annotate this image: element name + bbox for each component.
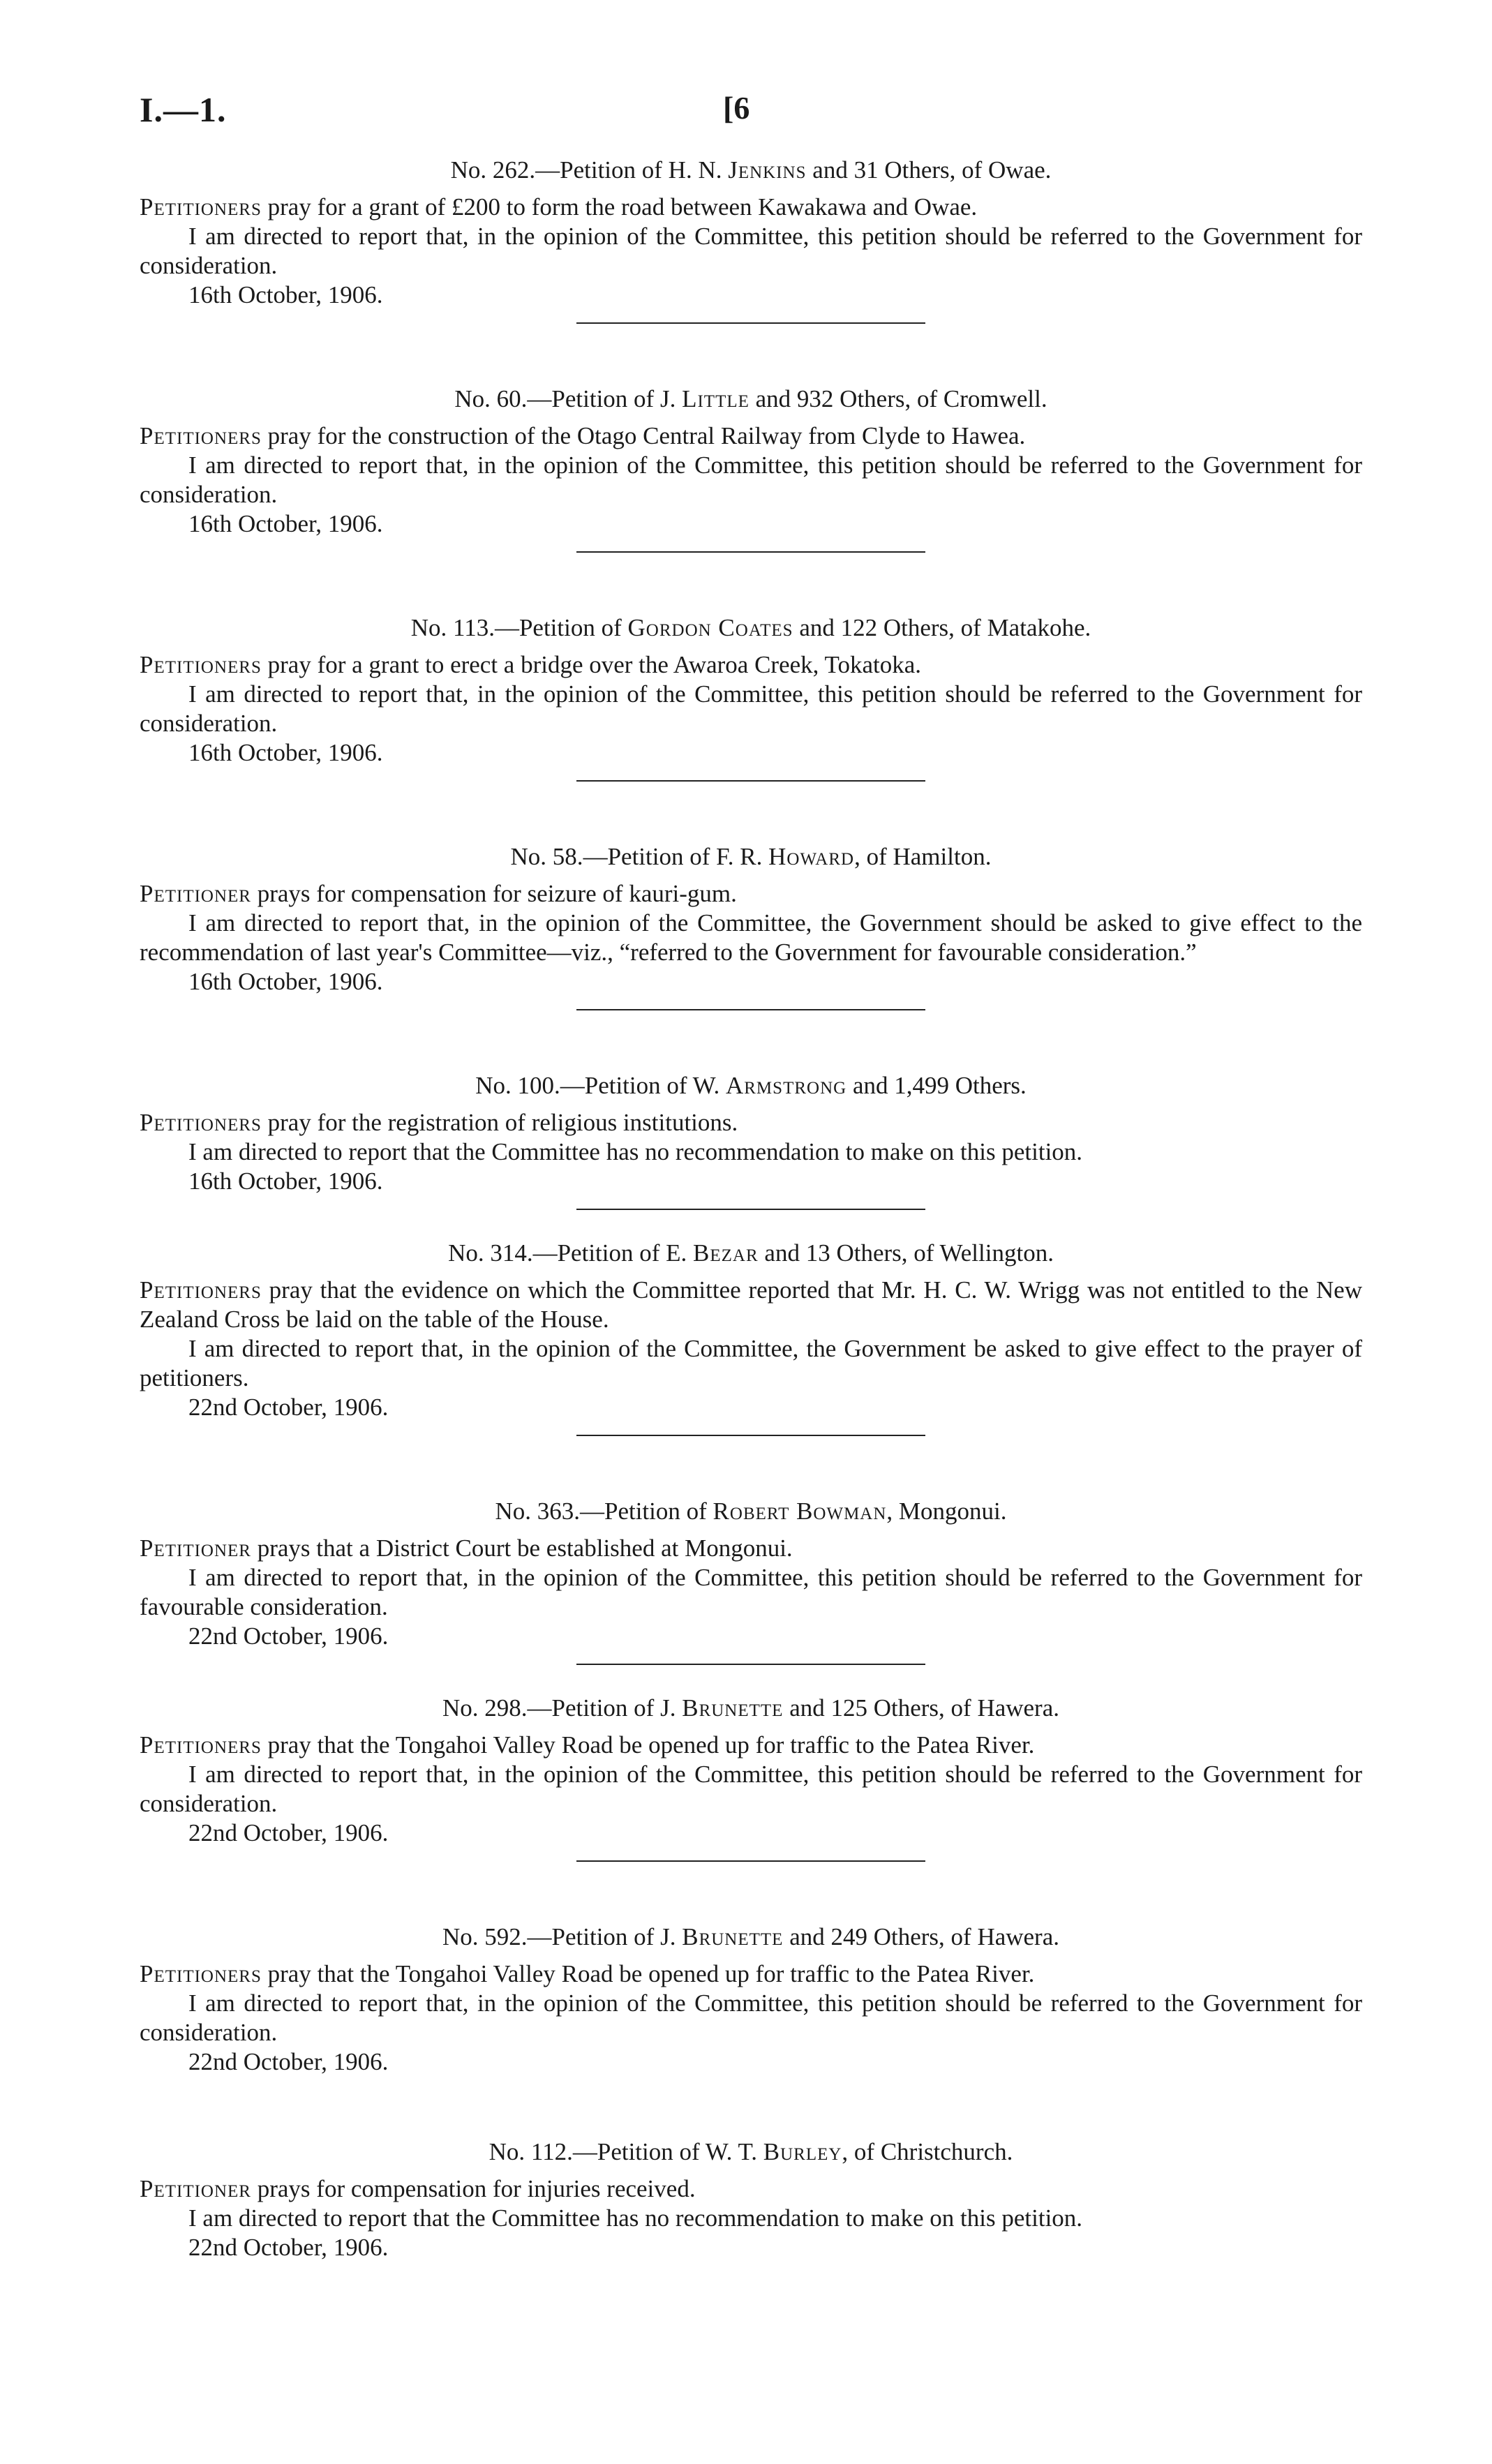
prayer-text: prays that a District Court be established at Mongonui. xyxy=(251,1535,793,1562)
petitioner-name: Howard xyxy=(768,843,855,870)
petitioner-lead: Petitioners xyxy=(140,651,262,678)
petition-entry xyxy=(140,1922,1362,2077)
petition-title xyxy=(140,1922,1362,1952)
report-date: 16th October, 1906. xyxy=(188,1167,383,1195)
petition-entry xyxy=(140,155,1362,324)
petition-prayer xyxy=(140,650,1362,680)
petition-prayer xyxy=(140,1276,1362,1334)
petition-title-text: —Petition of J. xyxy=(527,1923,682,1950)
prayer-text: pray that the Tongahoi Valley Road be opened up for traffic to the Patea River. xyxy=(261,1731,1035,1759)
petitioner-lead: Petitioners xyxy=(140,1960,262,1987)
petitioner-lead: Petitioners xyxy=(140,1109,262,1136)
petition-title-text: —Petition of xyxy=(579,1498,713,1525)
prayer-text: prays for compensation for injuries received. xyxy=(251,2175,696,2202)
petition-title-text: —Petition of F. R. xyxy=(583,843,769,870)
petitioner-name: Armstrong xyxy=(725,1072,847,1099)
report-date: 16th October, 1906. xyxy=(188,968,383,995)
petition-number: No. 363. xyxy=(495,1498,580,1525)
petition-number: No. 592. xyxy=(442,1923,528,1950)
petitioner-lead: Petitioners xyxy=(140,422,262,449)
petitioner-name: Burley xyxy=(763,2138,842,2165)
petition-title xyxy=(140,842,1362,872)
petition-prayer xyxy=(140,1534,1362,1563)
petition-title-text: and 1,499 Others. xyxy=(846,1072,1027,1099)
petitioner-name: Robert Bowman xyxy=(713,1498,887,1525)
prayer-text: pray for a grant to erect a bridge over the Awaroa Creek, Tokatoka. xyxy=(261,651,921,678)
report-date: 16th October, 1906. xyxy=(188,739,383,766)
prayer-text: pray that the Tongahoi Valley Road be opened up for traffic to the Patea River. xyxy=(261,1960,1035,1987)
petitioner-name: Jenkins xyxy=(728,156,807,184)
prayer-text: pray for the registration of religious institutions. xyxy=(261,1109,738,1136)
petition-title xyxy=(140,1070,1362,1101)
petition-title-text: and 31 Others, of Owae. xyxy=(806,156,1052,184)
petition-entry xyxy=(140,1070,1362,1210)
petitioner-lead: Petitioners xyxy=(140,1276,262,1304)
petitioner-name: Brunette xyxy=(682,1694,784,1722)
petition-prayer xyxy=(140,1959,1362,1989)
petition-title xyxy=(140,155,1362,186)
petitioner-name: Bezar xyxy=(693,1239,759,1267)
petitioner-lead: Petitioners xyxy=(140,1731,262,1759)
petition-entry xyxy=(140,2137,1362,2262)
committee-report: I am directed to report that, in the opinion of the Committee, this petition should be referred to the Government for favourable consideration. xyxy=(140,1564,1362,1620)
petition-title xyxy=(140,384,1362,415)
petition-title-text: , of Christchurch. xyxy=(842,2138,1013,2165)
report-date: 16th October, 1906. xyxy=(188,510,383,537)
petition-title xyxy=(140,1238,1362,1269)
petition-entry xyxy=(140,1496,1362,1665)
petition-number: No. 262. xyxy=(450,156,536,184)
petition-prayer xyxy=(140,1731,1362,1760)
petition-title xyxy=(140,613,1362,643)
petition-title xyxy=(140,1496,1362,1527)
petition-title-text: and 122 Others, of Matakohe. xyxy=(793,614,1091,641)
petition-entry xyxy=(140,613,1362,782)
petition-title-text: —Petition of W. xyxy=(560,1072,726,1099)
petition-number: No. 60. xyxy=(454,385,528,412)
petitioner-lead: Petitioners xyxy=(140,193,262,221)
petitions-list xyxy=(140,155,1362,2262)
petitioner-name: Brunette xyxy=(682,1923,784,1950)
petition-title xyxy=(140,2137,1362,2167)
report-date: 22nd October, 1906. xyxy=(188,1819,389,1846)
petitioner-lead: Petitioner xyxy=(140,880,251,907)
committee-report: I am directed to report that, in the opinion of the Committee, the Government should be asked to give effect to the recommendation of last year's Committee—viz., “referred to the Government for favourable consideration.” xyxy=(140,909,1362,966)
petition-title-text: —Petition of J. xyxy=(527,1694,682,1722)
report-date: 22nd October, 1906. xyxy=(188,1394,389,1421)
petitioner-name: Little xyxy=(682,385,749,412)
petition-title-text: —Petition of E. xyxy=(532,1239,694,1267)
petition-prayer xyxy=(140,421,1362,451)
petition-prayer xyxy=(140,1108,1362,1137)
petition-prayer xyxy=(140,2174,1362,2204)
petition-title-text: —Petition of xyxy=(494,614,628,641)
petition-title-text: —Petition of J. xyxy=(527,385,682,412)
committee-report: I am directed to report that, in the opinion of the Committee, this petition should be referred to the Government for consideration. xyxy=(140,223,1362,279)
petition-prayer xyxy=(140,193,1362,222)
petition-title-text: , Mongonui. xyxy=(886,1498,1007,1525)
petition-entry xyxy=(140,384,1362,553)
prayer-text: pray for the construction of the Otago Central Railway from Clyde to Hawea. xyxy=(261,422,1026,449)
committee-report: I am directed to report that, in the opinion of the Committee, this petition should be referred to the Government for consideration. xyxy=(140,1989,1362,2046)
petition-number: No. 298. xyxy=(442,1694,528,1722)
petition-number: No. 100. xyxy=(475,1072,560,1099)
petition-number: No. 113. xyxy=(410,614,495,641)
prayer-text: pray that the evidence on which the Committee reported that Mr. H. C. W. Wrigg was not entitled to the New Zealand Cross be laid on the table of the House. xyxy=(140,1276,1362,1333)
petition-title-text: and 932 Others, of Cromwell. xyxy=(749,385,1047,412)
petition-title-text: and 13 Others, of Wellington. xyxy=(758,1239,1054,1267)
prayer-text: prays for compensation for seizure of kauri-gum. xyxy=(251,880,737,907)
committee-report: I am directed to report that the Committee has no recommendation to make on this petition. xyxy=(188,2204,1083,2232)
page-number: [6 xyxy=(723,90,750,126)
committee-report: I am directed to report that, in the opinion of the Committee, this petition should be referred to the Government for consideration. xyxy=(140,680,1362,737)
prayer-text: pray for a grant of £200 to form the road between Kawakawa and Owae. xyxy=(261,193,978,221)
petitioner-name: Gordon Coates xyxy=(627,614,793,641)
report-date: 22nd October, 1906. xyxy=(188,2048,389,2075)
committee-report: I am directed to report that, in the opinion of the Committee, this petition should be referred to the Government for consideration. xyxy=(140,451,1362,508)
petition-prayer xyxy=(140,879,1362,909)
committee-report: I am directed to report that, in the opinion of the Committee, the Government be asked to give effect to the prayer of petitioners. xyxy=(140,1335,1362,1391)
report-date: 22nd October, 1906. xyxy=(188,1622,389,1650)
petition-title xyxy=(140,1693,1362,1724)
report-date: 22nd October, 1906. xyxy=(188,2234,389,2261)
petitioner-lead: Petitioner xyxy=(140,2175,251,2202)
petition-title-text: —Petition of W. T. xyxy=(572,2138,763,2165)
committee-report: I am directed to report that, in the opinion of the Committee, this petition should be referred to the Government for consideration. xyxy=(140,1761,1362,1817)
petition-number: No. 112. xyxy=(488,2138,573,2165)
petitioner-lead: Petitioner xyxy=(140,1535,251,1562)
petition-entry xyxy=(140,1238,1362,1436)
petition-number: No. 58. xyxy=(510,843,583,870)
section-reference: I.—1. xyxy=(140,90,227,129)
report-date: 16th October, 1906. xyxy=(188,281,383,308)
petition-entry xyxy=(140,1693,1362,1862)
petition-title-text: , of Hamilton. xyxy=(854,843,992,870)
petition-title-text: and 249 Others, of Hawera. xyxy=(783,1923,1059,1950)
petition-title-text: —Petition of H. N. xyxy=(535,156,729,184)
petition-title-text: and 125 Others, of Hawera. xyxy=(783,1694,1059,1722)
committee-report: I am directed to report that the Committee has no recommendation to make on this petition. xyxy=(188,1138,1083,1165)
petition-entry xyxy=(140,842,1362,1010)
petition-number: No. 314. xyxy=(448,1239,533,1267)
